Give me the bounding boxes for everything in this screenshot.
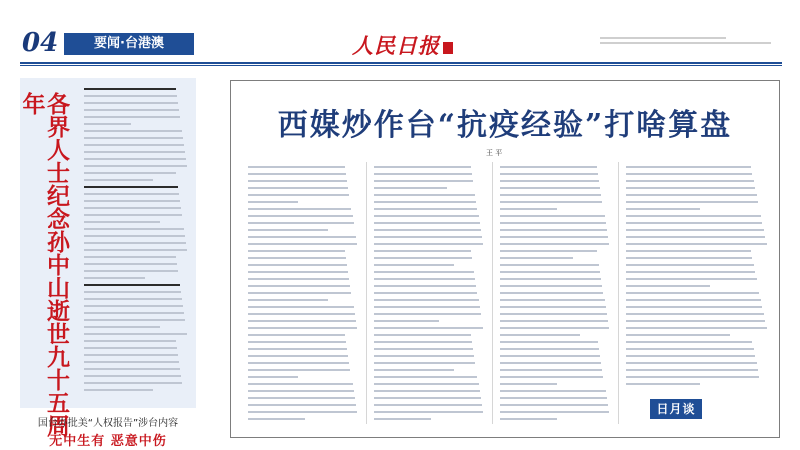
text-line [84,291,181,293]
text-line [374,348,473,350]
column-divider [366,162,367,424]
text-line [248,369,350,371]
text-line [500,306,606,308]
text-line [248,201,298,203]
text-line [84,172,176,174]
text-line [374,362,475,364]
text-line [84,109,179,111]
text-line [500,208,557,210]
text-line [248,383,353,385]
text-line [84,95,177,97]
column-badge: 日月谈 [650,399,702,419]
text-line [84,214,182,216]
text-line [84,354,178,356]
article-byline: 王 平 [486,149,503,157]
text-line [500,222,606,224]
text-line [374,390,480,392]
text-line [374,418,431,420]
text-line [626,264,754,266]
text-line [84,137,183,139]
masthead-seal-icon [443,42,453,54]
text-line [84,179,153,181]
text-line [248,208,351,210]
text-line [84,305,183,307]
page-number: 04 [22,28,59,58]
text-line [248,166,345,168]
section-tag: 要闻·台港澳 [64,33,194,55]
text-line [626,257,752,259]
text-line [374,355,474,357]
text-line [84,221,160,223]
text-line [374,320,439,322]
text-line [84,123,131,125]
text-line [248,404,356,406]
text-line [500,418,557,420]
text-line [248,236,356,238]
text-line [626,208,700,210]
masthead-meta-line [600,42,771,44]
text-line [626,306,762,308]
text-line [84,312,184,314]
text-line [374,313,481,315]
masthead-meta [600,34,780,47]
text-line [374,173,472,175]
text-line [374,166,471,168]
text-line [248,306,354,308]
text-line [500,404,608,406]
article-column-2 [374,166,484,425]
text-line [374,257,472,259]
text-line [248,355,348,357]
text-line [500,243,609,245]
text-line [84,193,179,195]
text-line [500,313,607,315]
teaser-title: 无中生有 恶意中伤 [49,434,167,449]
text-line [374,292,477,294]
text-line [374,369,454,371]
text-line [84,228,184,230]
left-feature-headline: 各界人士纪念孙中山逝世九十五周年 [18,92,70,437]
text-line [374,341,472,343]
text-line [626,236,765,238]
text-line [248,327,357,329]
text-line [500,285,602,287]
text-line [500,397,607,399]
text-line [84,361,179,363]
text-line [248,376,298,378]
text-line [84,340,176,342]
text-line [248,320,356,322]
text-line [374,194,475,196]
text-line [626,313,764,315]
text-line [626,166,751,168]
text-line [500,278,601,280]
text-line [626,320,765,322]
text-line [374,201,476,203]
text-line [84,242,186,244]
text-line [248,271,348,273]
text-line [626,299,761,301]
text-line [248,411,357,413]
text-line [626,243,767,245]
text-line [84,333,187,335]
text-line [500,362,601,364]
text-line [248,187,348,189]
text-line [626,222,762,224]
text-line [374,222,480,224]
text-line [374,411,483,413]
text-line [248,299,328,301]
text-line [374,278,475,280]
text-line [626,187,755,189]
text-line [84,375,181,377]
text-line [626,376,759,378]
text-line [84,144,184,146]
text-line [626,271,755,273]
text-line [374,376,477,378]
text-line [84,277,145,279]
text-line [500,341,598,343]
text-line [84,270,178,272]
text-line [248,362,349,364]
text-line [84,130,182,132]
text-line [248,397,355,399]
text-line [248,341,346,343]
text-line [500,187,600,189]
column-divider [618,162,619,424]
text-line [626,348,754,350]
text-line [374,250,471,252]
text-line [500,355,600,357]
text-line [84,207,181,209]
text-line [84,102,178,104]
text-line [626,341,752,343]
text-line [626,327,767,329]
text-line [84,382,182,384]
text-line [374,215,479,217]
text-line [500,299,605,301]
text-line [626,369,758,371]
text-line [500,201,602,203]
text-line [500,264,599,266]
text-line [626,173,752,175]
text-line [626,201,758,203]
text-line [248,313,355,315]
text-line [374,306,480,308]
text-line [248,390,354,392]
text-line [500,369,602,371]
text-line [374,285,476,287]
text-line [248,285,350,287]
text-line [248,348,347,350]
text-line [84,200,180,202]
text-line [626,215,761,217]
text-line [248,250,345,252]
text-line [248,418,305,420]
text-line [500,173,598,175]
text-line [374,187,447,189]
masthead-logo-text: 人民日报 [352,33,440,58]
text-line [84,235,185,237]
text-line [84,256,176,258]
text-line [248,334,345,336]
masthead-logo [352,30,453,60]
text-line [626,250,751,252]
text-line [500,383,557,385]
text-line [500,194,601,196]
text-line [500,327,609,329]
text-line [84,347,177,349]
text-line [500,271,600,273]
article-column-3 [500,166,610,425]
text-line [500,334,580,336]
text-line [248,173,346,175]
text-line [374,334,471,336]
text-line [626,362,757,364]
text-line [248,292,351,294]
text-line [500,320,608,322]
text-line [500,229,607,231]
text-line [374,404,482,406]
header-rule [20,62,782,64]
text-line [84,88,176,90]
text-line [374,299,479,301]
text-line [374,180,473,182]
text-line [248,257,346,259]
text-line [374,271,474,273]
text-line [84,186,178,188]
text-line [500,348,599,350]
text-line [84,319,185,321]
text-line [84,165,187,167]
text-line [84,326,160,328]
text-line [248,243,357,245]
text-line [248,180,347,182]
text-line [248,264,347,266]
text-line [626,278,757,280]
masthead-meta-line [600,37,726,39]
text-line [500,166,597,168]
text-line [84,284,180,286]
text-line [374,383,479,385]
article-column-4 [626,166,768,390]
text-line [84,263,177,265]
text-line [500,180,599,182]
text-line [500,257,573,259]
text-line [500,236,608,238]
text-line [500,292,603,294]
text-line [374,208,477,210]
text-line [500,215,605,217]
column-divider [492,162,493,424]
text-line [626,334,730,336]
article-column-1 [248,166,358,425]
text-line [626,285,710,287]
text-line [84,298,182,300]
text-line [626,292,759,294]
text-line [500,376,603,378]
left-feature-body [84,88,188,396]
text-line [626,355,755,357]
text-line [248,229,328,231]
text-line [248,278,349,280]
text-line [248,222,354,224]
text-line [374,397,481,399]
teaser-kicker: 国台办批美“人权报告”涉台内容 [37,418,179,429]
text-line [374,327,483,329]
text-line [500,390,606,392]
text-line [84,116,180,118]
text-line [84,389,153,391]
text-line [374,243,483,245]
text-line [626,194,757,196]
text-line [626,229,764,231]
header-rule-thin [20,65,782,66]
text-line [84,158,186,160]
text-line [84,249,187,251]
text-line [374,229,481,231]
main-article-title: 西媒炒作台“抗疫经验”打啥算盘 [277,108,733,143]
text-line [374,236,482,238]
text-line [626,180,754,182]
text-line [84,151,185,153]
text-line [374,264,454,266]
text-line [248,194,349,196]
text-line [500,250,597,252]
text-line [626,383,700,385]
text-line [84,368,180,370]
text-line [248,215,353,217]
text-line [500,411,609,413]
